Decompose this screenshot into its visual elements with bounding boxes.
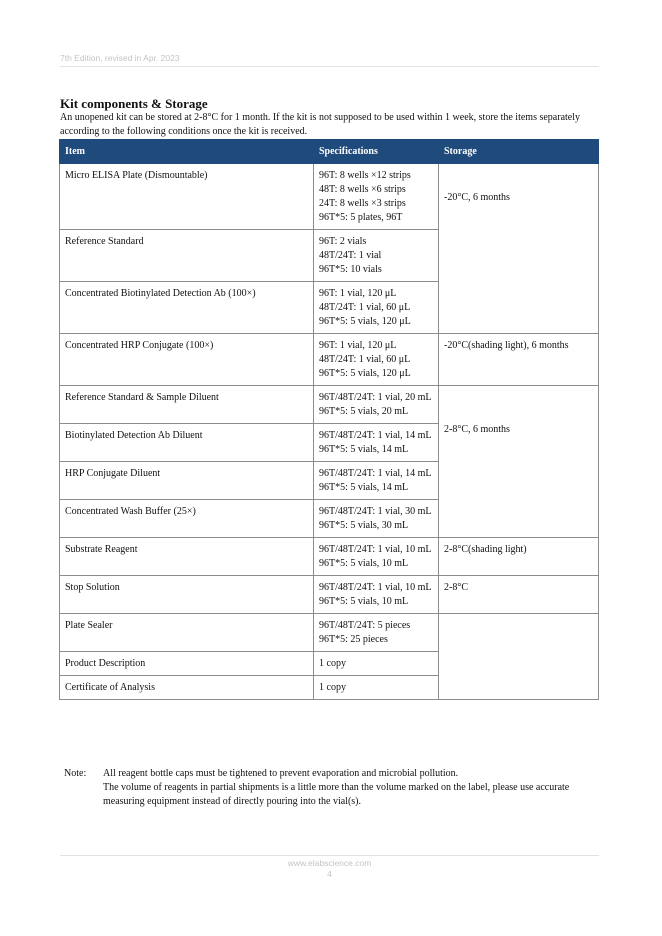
spec-line: 96T*5: 5 vials, 120 μL: [319, 368, 411, 379]
page-footer: [60, 855, 599, 880]
table-row: [60, 538, 599, 576]
spec-cell: [314, 652, 439, 676]
spec-line: 96T*5: 5 vials, 10 mL: [319, 596, 409, 607]
spec-line: 96T: 2 vials: [319, 236, 367, 247]
table-row: [60, 386, 599, 424]
spec-line: 96T/48T/24T: 1 vial, 14 mL: [319, 468, 432, 479]
note-block: [64, 767, 599, 809]
table-row: [60, 576, 599, 614]
table-row: [60, 334, 599, 386]
spec-line: 96T*5: 5 plates, 96T: [319, 212, 403, 223]
header-storage: Storage: [439, 140, 599, 164]
spec-line: 96T/48T/24T: 1 vial, 20 mL: [319, 392, 432, 403]
item-cell: Concentrated Wash Buffer (25×): [60, 500, 314, 538]
note-line: All reagent bottle caps must be tightened to prevent evaporation and microbial pollution.: [103, 768, 459, 779]
intro-text: An unopened kit can be stored at 2-8°C for 1 month. If the kit is not supposed to be used within 1 week, store the items separately according to the following conditions once the kit is received.: [60, 112, 580, 137]
item-cell: Micro ELISA Plate (Dismountable): [60, 164, 314, 230]
spec-line: 96T/48T/24T: 1 vial, 14 mL: [319, 430, 432, 441]
table-row: [60, 614, 599, 652]
spec-line: 96T: 8 wells ×12 strips: [319, 170, 411, 181]
spec-cell: [314, 282, 439, 334]
spec-cell: [314, 424, 439, 462]
storage-cell: 2-8°C(shading light): [439, 538, 599, 576]
spec-line: 96T: 1 vial, 120 μL: [319, 288, 397, 299]
spec-line: 96T*5: 5 vials, 30 mL: [319, 520, 409, 531]
storage-cell: -20°C(shading light), 6 months: [439, 334, 599, 386]
spec-cell: [314, 386, 439, 424]
storage-cell: 2-8°C, 6 months: [439, 386, 599, 538]
header-item: Item: [60, 140, 314, 164]
header-specifications: Specifications: [314, 140, 439, 164]
spec-cell: [314, 500, 439, 538]
item-cell: Product Description: [60, 652, 314, 676]
item-cell: Concentrated HRP Conjugate (100×): [60, 334, 314, 386]
spec-line: 96T: 1 vial, 120 μL: [319, 340, 397, 351]
spec-line: 96T*5: 5 vials, 14 mL: [319, 444, 409, 455]
footer-website: www.elabscience.com: [287, 858, 372, 868]
edition-text: 7th Edition, revised in Apr. 2023: [60, 53, 180, 63]
spec-cell: [314, 462, 439, 500]
spec-cell: [314, 164, 439, 230]
spec-cell: [314, 676, 439, 700]
spec-line: 1 copy: [319, 682, 346, 693]
spec-line: 96T*5: 5 vials, 120 μL: [319, 316, 411, 327]
note-label: Note:: [64, 768, 87, 779]
spec-line: 96T/48T/24T: 1 vial, 30 mL: [319, 506, 432, 517]
item-cell: Substrate Reagent: [60, 538, 314, 576]
spec-line: 48T/24T: 1 vial: [319, 250, 382, 261]
spec-line: 96T/48T/24T: 1 vial, 10 mL: [319, 582, 432, 593]
item-cell: Stop Solution: [60, 576, 314, 614]
spec-line: 1 copy: [319, 658, 346, 669]
spec-line: 48T: 8 wells ×6 strips: [319, 184, 406, 195]
spec-line: 96T*5: 5 vials, 14 mL: [319, 482, 409, 493]
page-header: [60, 53, 599, 67]
note-lines: [103, 767, 599, 809]
storage-cell: -20°C, 6 months: [439, 164, 599, 334]
kit-components-table: [59, 139, 599, 700]
page-number: 4: [327, 869, 332, 879]
item-cell: Plate Sealer: [60, 614, 314, 652]
spec-line: 96T/48T/24T: 1 vial, 10 mL: [319, 544, 432, 555]
storage-cell-empty: [439, 614, 599, 700]
spec-line: 48T/24T: 1 vial, 60 μL: [319, 302, 411, 313]
spec-line: 96T*5: 5 vials, 20 mL: [319, 406, 409, 417]
table-header-row: [60, 140, 599, 164]
spec-line: 48T/24T: 1 vial, 60 μL: [319, 354, 411, 365]
spec-line: 24T: 8 wells ×3 strips: [319, 198, 406, 209]
spec-line: 96T*5: 5 vials, 10 mL: [319, 558, 409, 569]
spec-cell: [314, 334, 439, 386]
item-cell: HRP Conjugate Diluent: [60, 462, 314, 500]
spec-cell: [314, 576, 439, 614]
spec-cell: [314, 538, 439, 576]
section-title: Kit components & Storage: [60, 96, 208, 111]
spec-line: 96T*5: 25 pieces: [319, 634, 388, 645]
table-row: [60, 164, 599, 230]
item-cell: Certificate of Analysis: [60, 676, 314, 700]
spec-cell: [314, 614, 439, 652]
item-cell: Biotinylated Detection Ab Diluent: [60, 424, 314, 462]
note-line: The volume of reagents in partial shipments is a little more than the volume marked on the label, please use accurate measuring equipment instead of directly pouring into the vial(s).: [103, 782, 570, 807]
item-cell: Reference Standard & Sample Diluent: [60, 386, 314, 424]
spec-line: 96T/48T/24T: 5 pieces: [319, 620, 411, 631]
item-cell: Concentrated Biotinylated Detection Ab (100×): [60, 282, 314, 334]
spec-cell: [314, 230, 439, 282]
item-cell: Reference Standard: [60, 230, 314, 282]
storage-cell: 2-8°C: [439, 576, 599, 614]
spec-line: 96T*5: 10 vials: [319, 264, 382, 275]
